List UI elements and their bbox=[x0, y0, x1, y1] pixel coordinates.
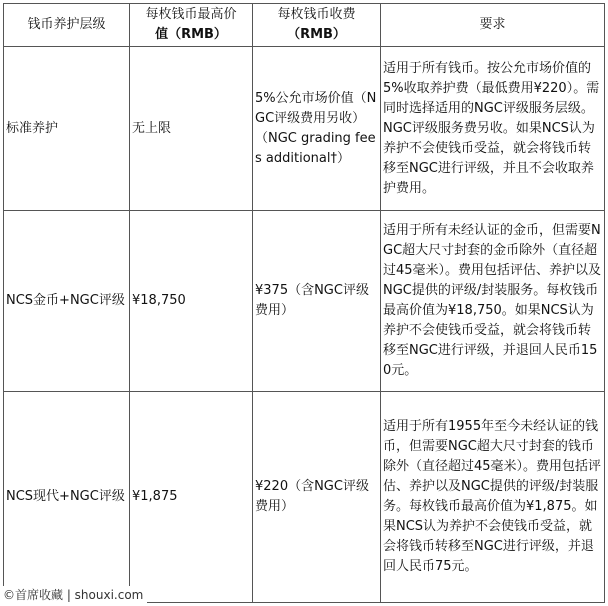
table-row bbox=[4, 211, 605, 392]
cell-level: 标准养护 bbox=[4, 47, 130, 211]
header-level: 钱币养护层级 bbox=[4, 4, 130, 47]
table-row bbox=[4, 392, 605, 603]
cell-level: NCS金币+NGC评级 bbox=[4, 211, 130, 392]
cell-requirements: 适用于所有未经认证的金币，但需要NGC超大尺寸封套的金币除外（直径超过45毫米）。费用包括评估、养护以及NGC提供的评级/封装服务。每枚钱币最高价值为¥18,750。如果NCS认为养护不会使钱币受益，就会将钱币转移至NGC进行评级，并退回人民币150元。 bbox=[381, 211, 605, 392]
header-fee: 每枚钱币收费 （RMB） bbox=[253, 4, 381, 47]
table-header-row bbox=[4, 4, 605, 47]
table-row bbox=[4, 47, 605, 211]
cell-fee: ¥220（含NGC评级费用） bbox=[253, 392, 381, 603]
cell-max-value: ¥1,875 bbox=[130, 392, 253, 603]
header-requirements: 要求 bbox=[381, 4, 605, 47]
cell-max-value: ¥18,750 bbox=[130, 211, 253, 392]
header-max-value: 每枚钱币最高价 值（RMB） bbox=[130, 4, 253, 47]
cell-fee: 5%公允市场价值（NGC评级费用另收）（NGC grading fees additional†） bbox=[253, 47, 381, 211]
cell-fee: ¥375（含NGC评级费用） bbox=[253, 211, 381, 392]
coin-conservation-pricing-table bbox=[3, 3, 605, 603]
cell-level: NCS现代+NGC评级 bbox=[4, 392, 130, 603]
cell-max-value: 无上限 bbox=[130, 47, 253, 211]
watermark: ©首席收藏 | shouxi.com bbox=[0, 586, 147, 604]
cell-requirements: 适用于所有1955年至今未经认证的钱币，但需要NGC超大尺寸封套的钱币除外（直径超过45毫米）。费用包括评估、养护以及NGC提供的评级/封装服务。每枚钱币最高价值为¥1,875。如果NCS认为养护不会使钱币受益，就会将钱币转移至NGC进行评级，并退回人民币75元。 bbox=[381, 392, 605, 603]
cell-requirements: 适用于所有钱币。按公允市场价值的5%收取养护费（最低费用¥220）。需同时选择适用的NGC评级服务层级。NGC评级服务费另收。如果NCS认为养护不会使钱币受益，就会将钱币转移至NGC进行评级，并且不会收取养护费用。 bbox=[381, 47, 605, 211]
